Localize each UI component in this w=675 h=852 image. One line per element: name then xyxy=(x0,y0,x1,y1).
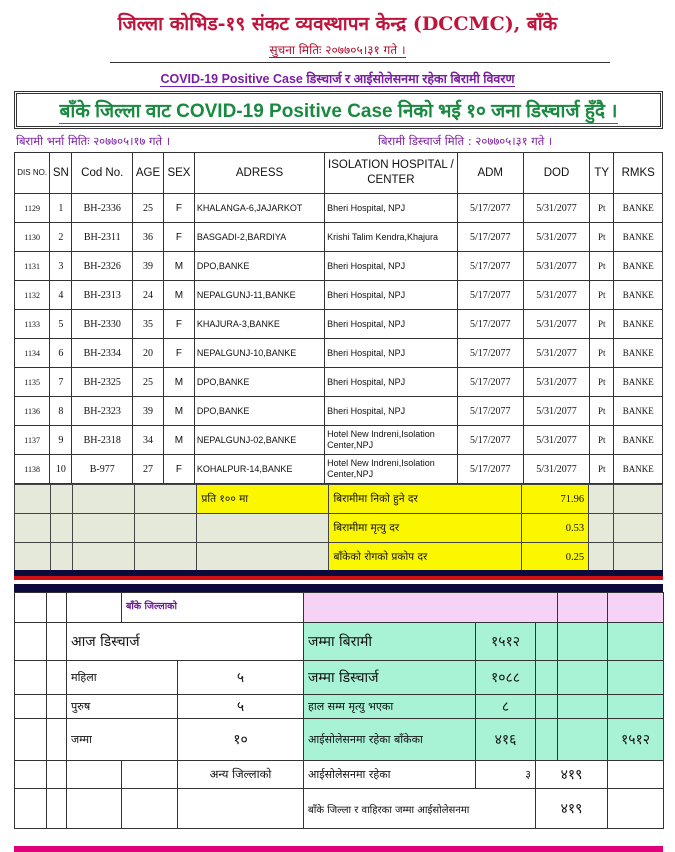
document-title: जिल्ला कोभिड-१९ संकट व्यवस्थापन केन्द्र (DCCMC), बाँके xyxy=(117,13,558,35)
cell-rmks: BANKE xyxy=(614,252,663,281)
cell-code: BH-2336 xyxy=(72,194,133,223)
deaths-value: ८ xyxy=(476,695,536,719)
cell-dis: 1132 xyxy=(15,281,50,310)
cell-dod: 5/31/2077 xyxy=(523,310,589,339)
cell-rmks: BANKE xyxy=(614,310,663,339)
col-sex: SEX xyxy=(164,153,195,194)
cell-hospital: Bheri Hospital, NPJ xyxy=(325,397,457,426)
col-code: Cod No. xyxy=(72,153,133,194)
grand-isolation-value: ४१९ xyxy=(536,789,608,829)
table-row xyxy=(15,310,663,339)
cell-rmks: BANKE xyxy=(614,368,663,397)
cell-age: 39 xyxy=(133,397,164,426)
deaths-label: हाल सम्म मृत्यु भएका xyxy=(304,695,476,719)
cell-adm: 5/17/2077 xyxy=(457,310,523,339)
cell-rmks: BANKE xyxy=(614,397,663,426)
patient-table xyxy=(14,152,663,484)
cell-adm: 5/17/2077 xyxy=(457,339,523,368)
cell-ty: Pt xyxy=(590,252,614,281)
table-row xyxy=(15,426,663,455)
cell-adm: 5/17/2077 xyxy=(457,194,523,223)
cell-address: KOHALPUR-14,BANKE xyxy=(194,455,324,484)
cell-code: BH-2313 xyxy=(72,281,133,310)
death-rate-value: 0.53 xyxy=(521,514,588,543)
cell-hospital: Bheri Hospital, NPJ xyxy=(325,194,457,223)
cell-sn: 7 xyxy=(50,368,72,397)
rate-row-death xyxy=(15,514,663,543)
discharge-date: बिरामी डिस्चार्ज मिति : २०७७०५।३१ गते । xyxy=(378,134,553,148)
cell-sex: F xyxy=(164,223,195,252)
cell-rmks: BANKE xyxy=(614,223,663,252)
summary-row-totals xyxy=(15,623,664,661)
summary-row-district xyxy=(15,593,664,623)
prevalence-rate-value: 0.25 xyxy=(521,543,588,572)
other-isolation-total: ४१९ xyxy=(536,761,608,789)
col-dod: DOD xyxy=(523,153,589,194)
cell-sn: 10 xyxy=(50,455,72,484)
cell-dis: 1135 xyxy=(15,368,50,397)
cell-sex: M xyxy=(164,368,195,397)
summary-row-female xyxy=(15,661,664,695)
cell-address: NEPALGUNJ-02,BANKE xyxy=(194,426,324,455)
table-row xyxy=(15,223,663,252)
today-discharge-label: आज डिस्चार्ज xyxy=(67,623,304,661)
cell-code: B-977 xyxy=(72,455,133,484)
summary-table xyxy=(14,592,664,829)
cell-code: BH-2334 xyxy=(72,339,133,368)
cell-age: 39 xyxy=(133,252,164,281)
cell-adm: 5/17/2077 xyxy=(457,426,523,455)
cell-dod: 5/31/2077 xyxy=(523,194,589,223)
female-label: महिला xyxy=(67,661,178,695)
table-row xyxy=(15,368,663,397)
cell-dod: 5/31/2077 xyxy=(523,223,589,252)
cell-ty: Pt xyxy=(590,310,614,339)
cell-hospital: Bheri Hospital, NPJ xyxy=(325,368,457,397)
table-row xyxy=(15,397,663,426)
summary-row-total xyxy=(15,719,664,761)
cell-age: 20 xyxy=(133,339,164,368)
cell-code: BH-2326 xyxy=(72,252,133,281)
other-district-label: अन्य जिल्लाको xyxy=(178,761,304,789)
discharge-banner: बाँके जिल्ला वाट COVID-19 Positive Case निको भई १० जना डिस्चार्ज हुँदै । xyxy=(14,91,663,129)
cell-dod: 5/31/2077 xyxy=(523,455,589,484)
table-header-row xyxy=(15,153,663,194)
female-value: ५ xyxy=(178,661,304,695)
col-adm: ADM xyxy=(457,153,523,194)
cell-sex: F xyxy=(164,455,195,484)
cell-adm: 5/17/2077 xyxy=(457,223,523,252)
table-row xyxy=(15,252,663,281)
cell-adm: 5/17/2077 xyxy=(457,281,523,310)
cell-rmks: BANKE xyxy=(614,194,663,223)
cell-sn: 2 xyxy=(50,223,72,252)
cell-address: DPO,BANKE xyxy=(194,397,324,426)
notice-date: सुचना मितिः २०७७०५।३१ गते । xyxy=(269,43,406,57)
cell-code: BH-2311 xyxy=(72,223,133,252)
cell-ty: Pt xyxy=(590,281,614,310)
cell-ty: Pt xyxy=(590,339,614,368)
cell-age: 24 xyxy=(133,281,164,310)
divider-stripe xyxy=(14,570,663,592)
cell-dis: 1133 xyxy=(15,310,50,339)
cell-sex: M xyxy=(164,252,195,281)
table-row xyxy=(15,194,663,223)
cell-ty: Pt xyxy=(590,426,614,455)
cell-ty: Pt xyxy=(590,368,614,397)
other-isolation-value: ३ xyxy=(476,761,536,789)
cell-sn: 6 xyxy=(50,339,72,368)
per-hundred-label: प्रति १०० मा xyxy=(197,485,329,514)
recovery-rate-label: बिरामीमा निको हुने दर xyxy=(329,485,521,514)
cell-sn: 4 xyxy=(50,281,72,310)
cell-age: 36 xyxy=(133,223,164,252)
cell-hospital: Bheri Hospital, NPJ xyxy=(325,310,457,339)
cell-dod: 5/31/2077 xyxy=(523,252,589,281)
admit-date: बिरामी भर्ना मितिः २०७७०५।१७ गते । xyxy=(16,134,171,148)
cell-dod: 5/31/2077 xyxy=(523,368,589,397)
cell-adm: 5/17/2077 xyxy=(457,455,523,484)
male-value: ५ xyxy=(178,695,304,719)
cell-ty: Pt xyxy=(590,194,614,223)
cell-sex: F xyxy=(164,310,195,339)
table-row xyxy=(15,281,663,310)
cell-dis: 1138 xyxy=(15,455,50,484)
cell-dis: 1129 xyxy=(15,194,50,223)
cell-address: KHALANGA-6,JAJARKOT xyxy=(194,194,324,223)
cell-adm: 5/17/2077 xyxy=(457,368,523,397)
col-dis: DIS NO. xyxy=(15,153,50,194)
other-isolation-label: आईसोलेसनमा रहेका xyxy=(304,761,476,789)
cell-code: BH-2318 xyxy=(72,426,133,455)
cell-ty: Pt xyxy=(590,455,614,484)
rate-row-prevalence xyxy=(15,543,663,572)
rates-table xyxy=(14,484,663,572)
cell-sn: 5 xyxy=(50,310,72,339)
cell-hospital: Bheri Hospital, NPJ xyxy=(325,281,457,310)
cell-age: 25 xyxy=(133,194,164,223)
cell-age: 27 xyxy=(133,455,164,484)
total-discharge-label: जम्मा डिस्चार्ज xyxy=(304,661,476,695)
total-patients-label: जम्मा बिरामी xyxy=(304,623,476,661)
total-value: १० xyxy=(178,719,304,761)
cell-dis: 1136 xyxy=(15,397,50,426)
summary-row-other-district xyxy=(15,761,664,789)
cell-dod: 5/31/2077 xyxy=(523,426,589,455)
cell-dod: 5/31/2077 xyxy=(523,339,589,368)
isolation-banke-label: आईसोलेसनमा रहेका बाँकेका xyxy=(304,719,476,761)
cell-address: NEPALGUNJ-11,BANKE xyxy=(194,281,324,310)
total-patients-value: १५१२ xyxy=(476,623,536,661)
summary-row-male xyxy=(15,695,664,719)
cell-hospital: Bheri Hospital, NPJ xyxy=(325,252,457,281)
cell-adm: 5/17/2077 xyxy=(457,397,523,426)
cell-rmks: BANKE xyxy=(614,426,663,455)
col-rmks: RMKS xyxy=(614,153,663,194)
cell-dis: 1130 xyxy=(15,223,50,252)
total-label: जम्मा xyxy=(67,719,178,761)
cell-sex: F xyxy=(164,194,195,223)
cell-sn: 3 xyxy=(50,252,72,281)
cell-age: 25 xyxy=(133,368,164,397)
side-total-value: १५१२ xyxy=(608,719,664,761)
cell-hospital: Krishi Talim Kendra,Khajura xyxy=(325,223,457,252)
cell-ty: Pt xyxy=(590,223,614,252)
district-label: बाँके जिल्लाको xyxy=(122,593,304,623)
table-row xyxy=(15,455,663,484)
cell-hospital: Hotel New Indreni,Isolation Center,NPJ xyxy=(325,455,457,484)
cell-ty: Pt xyxy=(590,397,614,426)
cell-dod: 5/31/2077 xyxy=(523,397,589,426)
cell-code: BH-2325 xyxy=(72,368,133,397)
cell-dod: 5/31/2077 xyxy=(523,281,589,310)
cell-address: BASGADI-2,BARDIYA xyxy=(194,223,324,252)
cell-address: NEPALGUNJ-10,BANKE xyxy=(194,339,324,368)
col-hospital: ISOLATION HOSPITAL / CENTER xyxy=(325,153,457,194)
cell-dis: 1134 xyxy=(15,339,50,368)
rate-row-recovery xyxy=(15,485,663,514)
cell-address: DPO,BANKE xyxy=(194,252,324,281)
cell-sn: 1 xyxy=(50,194,72,223)
cell-sn: 8 xyxy=(50,397,72,426)
recovery-rate-value: 71.96 xyxy=(521,485,588,514)
cell-hospital: Hotel New Indreni,Isolation Center,NPJ xyxy=(325,426,457,455)
grand-isolation-label: बाँके जिल्ला र वाहिरका जम्मा आईसोलेसनमा xyxy=(304,789,536,829)
cell-sn: 9 xyxy=(50,426,72,455)
table-row xyxy=(15,339,663,368)
isolation-banke-value: ४१६ xyxy=(476,719,536,761)
cell-sex: M xyxy=(164,281,195,310)
cell-sex: F xyxy=(164,339,195,368)
cell-hospital: Bheri Hospital, NPJ xyxy=(325,339,457,368)
col-age: AGE xyxy=(133,153,164,194)
bottom-border-stripe xyxy=(14,846,663,852)
cell-age: 35 xyxy=(133,310,164,339)
col-sn: SN xyxy=(50,153,72,194)
cell-adm: 5/17/2077 xyxy=(457,252,523,281)
cell-address: KHAJURA-3,BANKE xyxy=(194,310,324,339)
col-ty: TY xyxy=(590,153,614,194)
total-discharge-value: १०८८ xyxy=(476,661,536,695)
divider xyxy=(110,62,610,63)
male-label: पुरुष xyxy=(67,695,178,719)
cell-dis: 1131 xyxy=(15,252,50,281)
col-address: ADRESS xyxy=(194,153,324,194)
cell-address: DPO,BANKE xyxy=(194,368,324,397)
cell-sex: M xyxy=(164,397,195,426)
prevalence-rate-label: बाँकेको रोगको प्रकोप दर xyxy=(329,543,521,572)
summary-row-grand xyxy=(15,789,664,829)
cell-sex: M xyxy=(164,426,195,455)
cell-code: BH-2323 xyxy=(72,397,133,426)
cell-age: 34 xyxy=(133,426,164,455)
cell-rmks: BANKE xyxy=(614,281,663,310)
report-subtitle: COVID-19 Positive Case डिस्चार्ज र आईसोलेसनमा रहेका बिरामी विवरण xyxy=(160,72,515,86)
cell-dis: 1137 xyxy=(15,426,50,455)
cell-code: BH-2330 xyxy=(72,310,133,339)
death-rate-label: बिरामीमा मृत्यु दर xyxy=(329,514,521,543)
cell-rmks: BANKE xyxy=(614,455,663,484)
cell-rmks: BANKE xyxy=(614,339,663,368)
